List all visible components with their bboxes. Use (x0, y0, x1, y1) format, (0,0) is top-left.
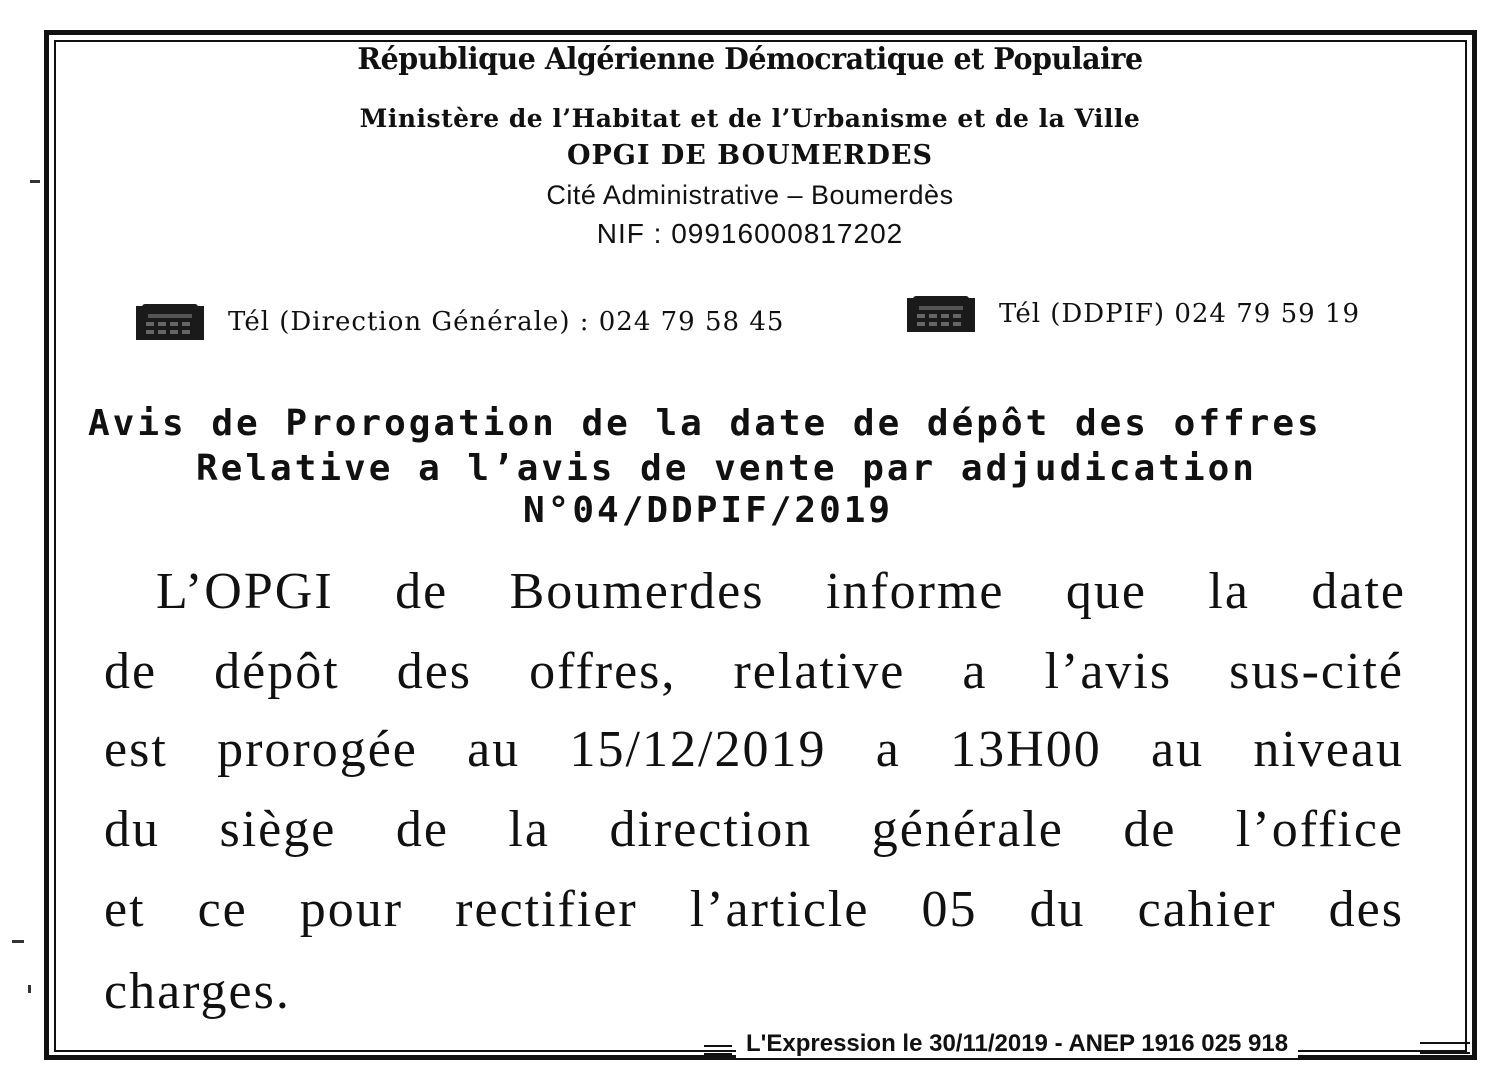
body-text-line: L’OPGI de Boumerdes informe que la date (156, 563, 1406, 620)
body-text-line: du siège de la direction générale de l’office (104, 801, 1404, 858)
footer-rule-right (1420, 1042, 1470, 1054)
ministry-name: Ministère de l’Habitat et de l’Urbanisme et de la Ville (359, 104, 1141, 133)
notice-title-line-1: Avis de Prorogation de la date de dépôt des offres (88, 403, 1322, 444)
organization-address: Cité Administrative – Boumerdès (546, 180, 954, 210)
telephone-icon (134, 302, 206, 342)
contact-direction-generale (134, 302, 784, 342)
scan-mark (30, 180, 40, 183)
scan-mark (12, 940, 24, 943)
body-text-line: et ce pour rectifier l’article 05 du cahier des (104, 881, 1404, 938)
republic-heading: République Algérienne Démocratique et Populaire (357, 42, 1143, 77)
contact-ddpif (905, 294, 1360, 334)
scan-mark (28, 985, 31, 993)
notice-reference-number: N°04/DDPIF/2019 (523, 490, 894, 531)
organization-name: OPGI DE BOUMERDES (566, 140, 934, 171)
contact-label: Tél (DDPIF) 024 79 59 19 (999, 299, 1361, 329)
notice-title-line-2: Relative a l’avis de vente par adjudication (196, 448, 1257, 489)
nif-number: NIF : 09916000817202 (596, 218, 904, 249)
footer-rule-left (704, 1045, 732, 1055)
body-text-line: charges. (104, 963, 291, 1020)
telephone-icon (905, 294, 977, 334)
contact-label: Tél (Direction Générale) : 024 79 58 45 (228, 307, 785, 337)
publication-credit: L'Expression le 30/11/2019 - ANEP 1916 025 918 (736, 1030, 1298, 1058)
body-text-line: de dépôt des offres, relative a l’avis sus-cité (104, 643, 1404, 700)
body-text-line: est prorogée au 15/12/2019 a 13H00 au niveau (104, 721, 1404, 778)
